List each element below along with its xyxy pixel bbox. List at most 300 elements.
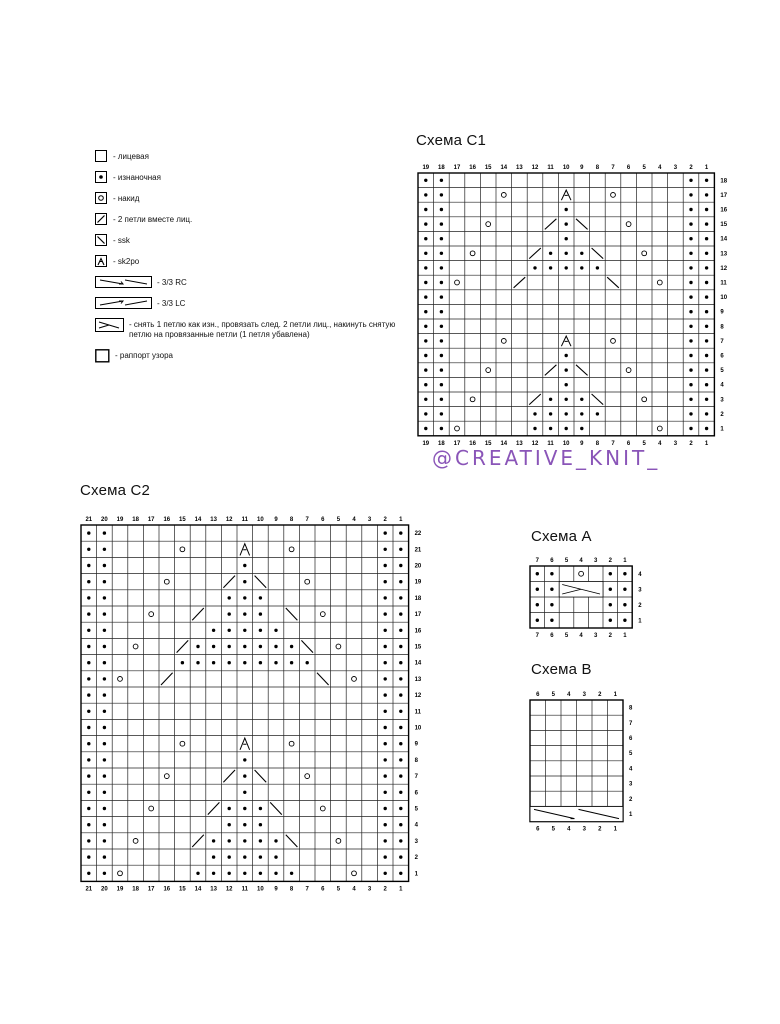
row-number: 20 — [414, 563, 422, 570]
k2tog-mark — [192, 608, 204, 620]
row-number: 10 — [414, 725, 422, 732]
purl-mark — [689, 266, 692, 269]
yarn-over-mark — [501, 193, 506, 198]
row-number: 8 — [720, 324, 724, 331]
k2tog-mark — [177, 640, 189, 652]
purl-mark — [440, 325, 443, 328]
column-number: 13 — [516, 440, 523, 447]
yarn-over-mark — [180, 741, 185, 746]
row-number: 7 — [629, 720, 633, 727]
column-number: 12 — [531, 165, 539, 171]
yarn-over-mark — [455, 426, 460, 431]
purl-mark — [103, 596, 106, 599]
purl-mark — [259, 807, 262, 810]
purl-mark — [399, 872, 402, 875]
k2tog-mark — [529, 394, 541, 405]
row-number: 13 — [720, 251, 728, 258]
column-number: 3 — [594, 558, 598, 564]
purl-mark — [103, 677, 106, 680]
column-number: 12 — [225, 517, 233, 523]
purl-mark — [533, 412, 536, 415]
purl-mark — [565, 427, 568, 430]
purl-mark — [705, 398, 708, 401]
purl-mark — [384, 791, 387, 794]
purl-mark — [399, 645, 402, 648]
purl-mark — [243, 839, 246, 842]
purl-mark — [87, 580, 90, 583]
purl-mark — [549, 252, 552, 255]
k2tog-mark — [223, 770, 235, 782]
yarn-over-mark — [289, 547, 294, 552]
column-number: 4 — [658, 165, 662, 171]
purl-mark — [228, 629, 231, 632]
purl-mark — [384, 564, 387, 567]
column-number: 12 — [225, 886, 233, 893]
legend-item-lc33 — [95, 297, 425, 309]
purl-mark — [549, 266, 552, 269]
purl-mark — [196, 872, 199, 875]
row-number: 18 — [720, 178, 728, 185]
column-number: 2 — [689, 440, 693, 447]
column-number: 12 — [531, 440, 539, 447]
purl-mark — [689, 412, 692, 415]
purl-mark — [689, 179, 692, 182]
ssk-symbol-icon — [95, 234, 109, 246]
purl-mark — [536, 619, 539, 622]
column-number: 4 — [579, 633, 583, 639]
row-number: 22 — [414, 531, 422, 538]
row-number: 2 — [414, 855, 418, 862]
row-number: 18 — [414, 595, 422, 602]
chart-c2 — [66, 505, 436, 893]
row-number: 4 — [720, 382, 724, 389]
purl-mark — [399, 774, 402, 777]
legend-item-psso — [95, 318, 425, 340]
purl-mark — [228, 807, 231, 810]
purl-mark — [399, 661, 402, 664]
purl-mark — [274, 661, 277, 664]
purl-mark — [565, 252, 568, 255]
purl-mark — [705, 222, 708, 225]
column-number: 9 — [274, 517, 278, 523]
yarn-over-mark — [180, 547, 185, 552]
purl-mark — [424, 310, 427, 313]
purl-mark — [196, 645, 199, 648]
purl-mark — [87, 758, 90, 761]
purl-mark — [399, 726, 402, 729]
purl-mark — [424, 339, 427, 342]
purl-mark — [243, 758, 246, 761]
purl-mark — [565, 354, 568, 357]
purl-mark — [424, 222, 427, 225]
column-number: 6 — [550, 633, 554, 639]
column-number: 1 — [399, 886, 403, 893]
purl-symbol-icon — [95, 171, 109, 183]
row-number: 3 — [414, 838, 418, 845]
column-number: 6 — [626, 165, 631, 171]
purl-mark — [384, 839, 387, 842]
purl-mark — [87, 726, 90, 729]
purl-mark — [259, 872, 262, 875]
purl-mark — [424, 383, 427, 386]
column-number: 6 — [536, 826, 540, 833]
row-number: 3 — [629, 781, 633, 788]
column-number: 5 — [564, 558, 569, 564]
purl-mark — [440, 383, 443, 386]
column-number: 5 — [551, 826, 555, 833]
column-number: 3 — [367, 517, 372, 523]
purl-mark — [536, 572, 539, 575]
purl-mark — [103, 531, 106, 534]
row-number: 2 — [720, 411, 724, 418]
purl-mark — [399, 629, 402, 632]
row-number: 5 — [720, 368, 724, 375]
purl-mark — [384, 645, 387, 648]
yarn-over-mark — [352, 871, 357, 876]
column-number: 17 — [147, 517, 155, 523]
yarn-over-mark — [305, 579, 310, 584]
purl-mark — [440, 368, 443, 371]
purl-mark — [549, 412, 552, 415]
column-number: 7 — [611, 165, 615, 171]
chart-title-a: Схема А — [531, 528, 592, 545]
purl-mark — [580, 412, 583, 415]
yarn-over-mark — [470, 397, 475, 402]
purl-mark — [705, 237, 708, 240]
purl-mark — [103, 791, 106, 794]
column-number: 21 — [85, 517, 93, 523]
column-number: 11 — [547, 440, 554, 447]
row-number: 17 — [414, 612, 422, 619]
row-number: 1 — [414, 871, 418, 878]
purl-mark — [705, 354, 708, 357]
column-number: 3 — [594, 633, 598, 639]
row-number: 6 — [720, 353, 724, 360]
cable-3-3-lc-symbol-icon — [95, 297, 153, 309]
purl-mark — [550, 572, 553, 575]
purl-mark — [424, 237, 427, 240]
purl-mark — [87, 710, 90, 713]
row-number: 16 — [720, 207, 728, 214]
legend-text: - 2 петли вместе лиц. — [113, 215, 193, 224]
purl-mark — [705, 310, 708, 313]
purl-mark — [399, 580, 402, 583]
legend-item-repeat — [95, 349, 425, 363]
row-number: 10 — [720, 295, 728, 302]
purl-mark — [399, 612, 402, 615]
yarn-over-mark — [579, 571, 584, 576]
purl-mark — [87, 774, 90, 777]
purl-mark — [228, 596, 231, 599]
purl-mark — [440, 412, 443, 415]
purl-mark — [384, 823, 387, 826]
purl-mark — [259, 612, 262, 615]
purl-mark — [212, 855, 215, 858]
purl-mark — [103, 548, 106, 551]
purl-mark — [424, 368, 427, 371]
yarn-over-mark — [657, 426, 662, 431]
column-number: 14 — [194, 886, 202, 893]
ssk-mark — [592, 394, 604, 405]
purl-mark — [440, 266, 443, 269]
purl-mark — [399, 596, 402, 599]
purl-mark — [87, 823, 90, 826]
column-number: 7 — [305, 886, 309, 893]
purl-mark — [103, 807, 106, 810]
column-number: 1 — [623, 633, 627, 639]
row-number: 15 — [720, 222, 728, 229]
legend-text: - снять 1 петлю как изн., провязать след. 2 петли лиц., накинуть снятую петлю на провязанные петли (1 петля убавлена) — [129, 320, 396, 339]
column-number: 4 — [567, 692, 571, 698]
purl-mark — [424, 252, 427, 255]
purl-mark — [384, 726, 387, 729]
column-number: 14 — [500, 440, 508, 447]
row-number: 1 — [638, 618, 642, 625]
purl-mark — [623, 619, 626, 622]
purl-mark — [87, 661, 90, 664]
purl-mark — [399, 791, 402, 794]
purl-mark — [259, 596, 262, 599]
purl-mark — [87, 807, 90, 810]
column-number: 7 — [611, 440, 615, 447]
purl-mark — [440, 339, 443, 342]
purl-mark — [384, 548, 387, 551]
ssk-mark — [286, 608, 298, 620]
column-number: 2 — [689, 165, 693, 171]
row-number: 5 — [414, 806, 418, 813]
column-number: 2 — [608, 633, 612, 639]
ssk-mark — [576, 219, 588, 230]
column-number: 7 — [305, 517, 309, 523]
purl-mark — [384, 872, 387, 875]
column-number: 18 — [438, 165, 445, 171]
purl-mark — [550, 603, 553, 606]
row-number: 1 — [720, 426, 724, 433]
column-number: 2 — [598, 826, 602, 833]
k2tog-mark — [529, 248, 541, 259]
purl-mark — [384, 677, 387, 680]
column-number: 20 — [101, 886, 108, 893]
purl-mark — [705, 339, 708, 342]
column-number: 5 — [564, 633, 569, 639]
purl-mark — [565, 412, 568, 415]
yarn-over-mark — [118, 677, 123, 682]
purl-mark — [212, 839, 215, 842]
purl-mark — [705, 295, 708, 298]
legend — [95, 150, 425, 372]
row-number: 4 — [638, 571, 642, 578]
purl-mark — [384, 629, 387, 632]
legend-text: - изнаночная — [113, 173, 161, 182]
column-number: 14 — [500, 165, 508, 171]
purl-mark — [565, 383, 568, 386]
yarn-over-mark — [486, 368, 491, 373]
purl-mark — [103, 726, 106, 729]
column-number: 10 — [562, 440, 570, 447]
chart-b — [520, 682, 650, 832]
purl-mark — [103, 758, 106, 761]
sk2po-mark — [240, 544, 250, 556]
yarn-over-mark — [455, 280, 460, 285]
purl-mark — [580, 252, 583, 255]
purl-mark — [243, 823, 246, 826]
row-number: 2 — [638, 602, 642, 609]
purl-mark — [384, 855, 387, 858]
row-number: 19 — [414, 579, 422, 586]
purl-mark — [399, 758, 402, 761]
ssk-mark — [576, 365, 588, 376]
purl-mark — [243, 580, 246, 583]
purl-mark — [440, 193, 443, 196]
purl-mark — [290, 872, 293, 875]
purl-mark — [424, 325, 427, 328]
column-number: 21 — [85, 886, 93, 893]
yarn-over-mark — [626, 222, 631, 227]
purl-mark — [103, 742, 106, 745]
column-number: 7 — [535, 633, 539, 639]
yarn-over-mark — [149, 612, 154, 617]
purl-mark — [384, 758, 387, 761]
purl-mark — [243, 564, 246, 567]
column-number: 5 — [336, 517, 341, 523]
purl-mark — [399, 839, 402, 842]
legend-item-sk2po — [95, 255, 425, 267]
column-number: 4 — [352, 517, 356, 523]
row-number: 17 — [720, 192, 728, 199]
purl-mark — [290, 661, 293, 664]
column-number: 15 — [484, 165, 492, 171]
purl-mark — [399, 693, 402, 696]
column-number: 13 — [210, 886, 217, 893]
row-number: 3 — [720, 397, 724, 404]
ssk-mark — [317, 673, 329, 685]
row-number: 6 — [414, 790, 418, 797]
legend-item-k2tog — [95, 213, 425, 225]
purl-mark — [228, 661, 231, 664]
purl-mark — [565, 398, 568, 401]
purl-mark — [259, 661, 262, 664]
column-number: 16 — [469, 440, 476, 447]
purl-mark — [290, 645, 293, 648]
purl-mark — [243, 807, 246, 810]
purl-mark — [87, 855, 90, 858]
purl-mark — [259, 839, 262, 842]
yarn-over-mark — [133, 644, 138, 649]
row-number: 11 — [720, 280, 727, 287]
column-number: 11 — [241, 886, 248, 893]
k2tog-mark — [545, 219, 557, 230]
purl-mark — [103, 612, 106, 615]
purl-mark — [689, 252, 692, 255]
purl-mark — [565, 368, 568, 371]
purl-mark — [550, 619, 553, 622]
purl-mark — [243, 791, 246, 794]
purl-mark — [103, 661, 106, 664]
sk2po-mark — [240, 738, 250, 750]
row-number: 12 — [720, 265, 728, 272]
column-number: 3 — [367, 886, 372, 893]
purl-mark — [103, 823, 106, 826]
purl-mark — [243, 661, 246, 664]
purl-mark — [440, 354, 443, 357]
purl-mark — [259, 823, 262, 826]
purl-mark — [565, 237, 568, 240]
yarn-over-mark — [611, 193, 616, 198]
column-number: 6 — [536, 692, 540, 698]
legend-text: - лицевая — [113, 152, 149, 161]
yarn-over-mark — [164, 579, 169, 584]
column-number: 8 — [595, 440, 600, 447]
purl-mark — [424, 281, 427, 284]
column-number: 18 — [132, 886, 139, 893]
legend-text: - sk2po — [113, 257, 140, 266]
purl-mark — [705, 208, 708, 211]
column-number: 6 — [550, 558, 554, 564]
purl-mark — [384, 596, 387, 599]
purl-mark — [399, 807, 402, 810]
row-number: 14 — [720, 236, 728, 243]
purl-mark — [306, 661, 309, 664]
purl-mark — [243, 645, 246, 648]
column-number: 16 — [163, 517, 171, 523]
yarn-over-mark — [164, 774, 169, 779]
purl-mark — [424, 295, 427, 298]
row-number: 1 — [629, 812, 633, 818]
yarn-over-mark — [133, 839, 138, 844]
column-number: 9 — [580, 165, 584, 171]
column-number: 5 — [336, 886, 341, 893]
row-number: 2 — [629, 796, 633, 803]
column-number: 3 — [673, 165, 678, 171]
purl-mark — [705, 266, 708, 269]
legend-item-ssk — [95, 234, 425, 246]
purl-mark — [384, 774, 387, 777]
column-number: 11 — [241, 517, 248, 523]
purl-mark — [87, 791, 90, 794]
purl-mark — [87, 693, 90, 696]
column-number: 19 — [422, 440, 430, 447]
pattern-repeat-symbol-icon — [95, 349, 111, 363]
column-number: 18 — [132, 517, 139, 523]
column-number: 7 — [535, 558, 539, 564]
purl-mark — [399, 564, 402, 567]
legend-text: - ssk — [113, 236, 130, 245]
purl-mark — [384, 580, 387, 583]
purl-mark — [212, 629, 215, 632]
purl-mark — [228, 839, 231, 842]
purl-mark — [440, 281, 443, 284]
purl-mark — [536, 588, 539, 591]
yarn-over-mark — [149, 806, 154, 811]
purl-mark — [609, 603, 612, 606]
row-number: 12 — [414, 693, 422, 700]
purl-mark — [228, 823, 231, 826]
row-number: 11 — [414, 709, 421, 716]
ssk-mark — [270, 802, 282, 814]
purl-mark — [440, 237, 443, 240]
row-number: 5 — [629, 751, 633, 758]
purl-mark — [689, 208, 692, 211]
legend-text: - накид — [113, 194, 140, 203]
column-number: 6 — [626, 440, 631, 447]
row-number: 8 — [629, 705, 633, 712]
purl-mark — [399, 823, 402, 826]
yarn-over-mark — [320, 612, 325, 617]
purl-mark — [103, 629, 106, 632]
purl-mark — [103, 645, 106, 648]
ssk-mark — [255, 770, 267, 782]
column-number: 2 — [383, 886, 387, 893]
